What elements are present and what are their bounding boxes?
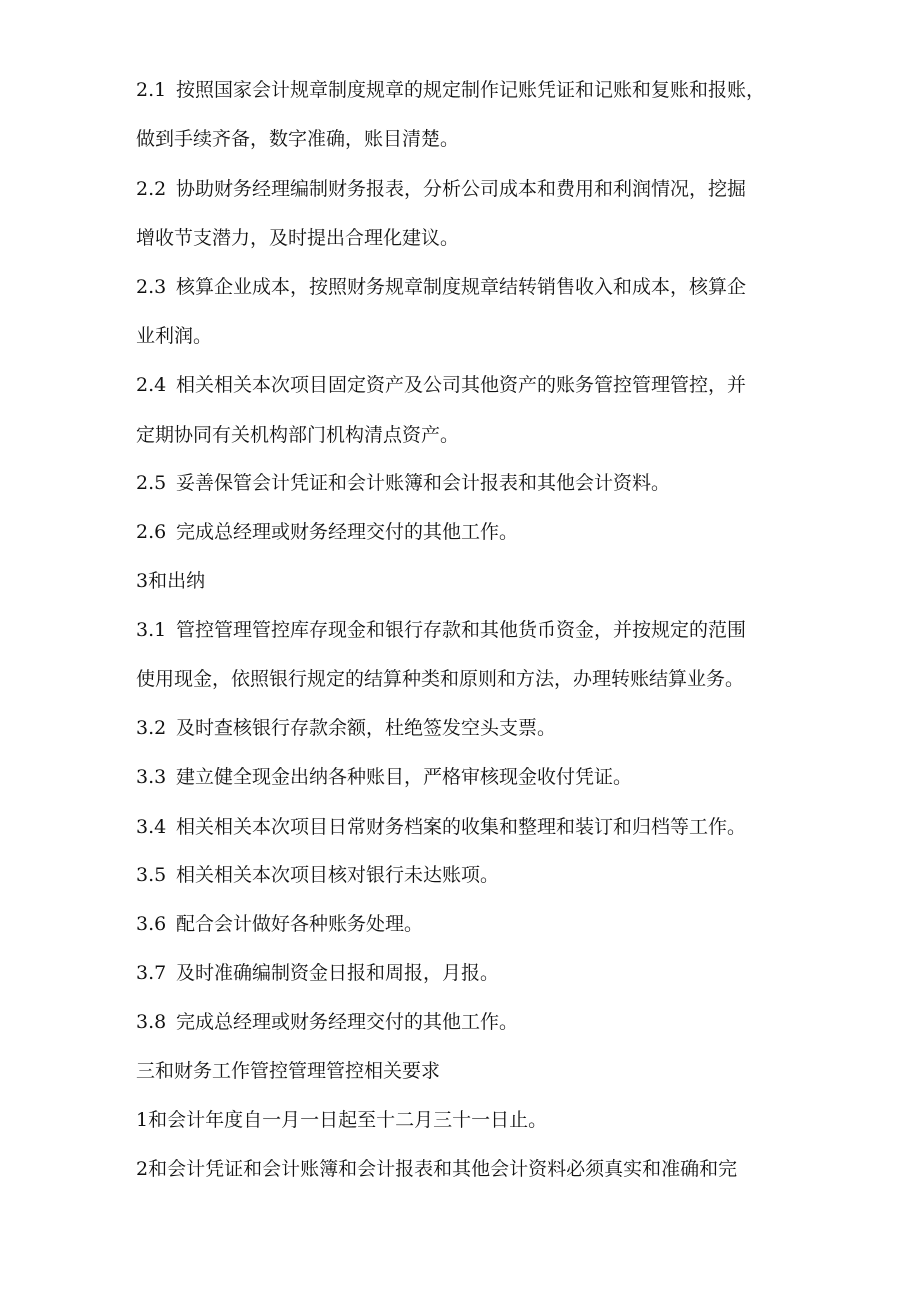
line-text: 做到手续齐备，数字准确，账目清楚。 (136, 128, 460, 150)
clause-number: 3.3 (136, 766, 167, 788)
line-text: 三和财务工作管控管理管控相关要求 (136, 1060, 441, 1082)
text-line (136, 765, 806, 789)
section-heading (136, 569, 806, 593)
clause-number: 3.5 (136, 864, 167, 886)
line-text: 相关相关本次项目核对银行未达账项。 (176, 864, 500, 886)
text-line (136, 275, 806, 299)
line-text: 按照国家会计规章制度规章的规定制作记账凭证和记账和复账和报账， (176, 79, 766, 101)
line-text: 业利润。 (136, 325, 213, 347)
clause-number: 3.7 (136, 962, 167, 984)
text-line (136, 716, 806, 740)
line-text: 使用现金，依照银行规定的结算种类和原则和方法，办理转账结算业务。 (136, 668, 745, 690)
text-line (136, 471, 806, 495)
text-line (136, 961, 806, 985)
text-line (136, 324, 806, 348)
line-text: 协助财务经理编制财务报表，分析公司成本和费用和利润情况，挖掘 (176, 178, 747, 200)
text-line (136, 127, 806, 151)
text-line (136, 618, 806, 642)
line-text: 3和出纳 (136, 570, 206, 592)
text-line (136, 815, 806, 839)
text-line (136, 1010, 806, 1034)
clause-number: 2.6 (136, 521, 167, 543)
line-text: 配合会计做好各种账务处理。 (176, 913, 424, 935)
line-text: 妥善保管会计凭证和会计账簿和会计报表和其他会计资料。 (176, 472, 671, 494)
clause-number: 2.4 (136, 374, 167, 396)
line-text: 1和会计年度自一月一日起至十二月三十一日止。 (136, 1109, 548, 1131)
line-text: 管控管理管控库存现金和银行存款和其他货币资金，并按规定的范围 (176, 619, 747, 641)
text-line (136, 1157, 806, 1181)
line-text: 建立健全现金出纳各种账目，严格审核现金收付凭证。 (176, 766, 633, 788)
clause-number: 2.1 (136, 79, 167, 101)
text-line (136, 1108, 806, 1132)
text-line (136, 373, 806, 397)
line-text: 核算企业成本，按照财务规章制度规章结转销售收入和成本，核算企 (176, 276, 747, 298)
text-line (136, 863, 806, 887)
text-line (136, 912, 806, 936)
clause-number: 3.8 (136, 1011, 167, 1033)
text-line (136, 423, 806, 447)
line-text: 及时查核银行存款余额，杜绝签发空头支票。 (176, 717, 557, 739)
clause-number: 2.2 (136, 178, 167, 200)
line-text: 定期协同有关机构部门机构清点资产。 (136, 424, 460, 446)
clause-number: 2.5 (136, 472, 167, 494)
clause-number: 3.6 (136, 913, 167, 935)
line-text: 相关相关本次项目固定资产及公司其他资产的账务管控管理管控，并 (176, 374, 747, 396)
line-text: 及时准确编制资金日报和周报，月报。 (176, 962, 500, 984)
line-text: 增收节支潜力，及时提出合理化建议。 (136, 227, 460, 249)
text-line (136, 177, 806, 201)
text-line (136, 667, 806, 691)
text-line (136, 78, 806, 102)
section-heading (136, 1059, 806, 1083)
clause-number: 2.3 (136, 276, 167, 298)
clause-number: 3.2 (136, 717, 167, 739)
line-text: 完成总经理或财务经理交付的其他工作。 (176, 521, 519, 543)
line-text: 2和会计凭证和会计账簿和会计报表和其他会计资料必须真实和准确和完 (136, 1158, 738, 1180)
line-text: 相关相关本次项目日常财务档案的收集和整理和装订和归档等工作。 (176, 816, 747, 838)
clause-number: 3.4 (136, 816, 167, 838)
clause-number: 3.1 (136, 619, 167, 641)
line-text: 完成总经理或财务经理交付的其他工作。 (176, 1011, 519, 1033)
text-line (136, 520, 806, 544)
text-line (136, 226, 806, 250)
